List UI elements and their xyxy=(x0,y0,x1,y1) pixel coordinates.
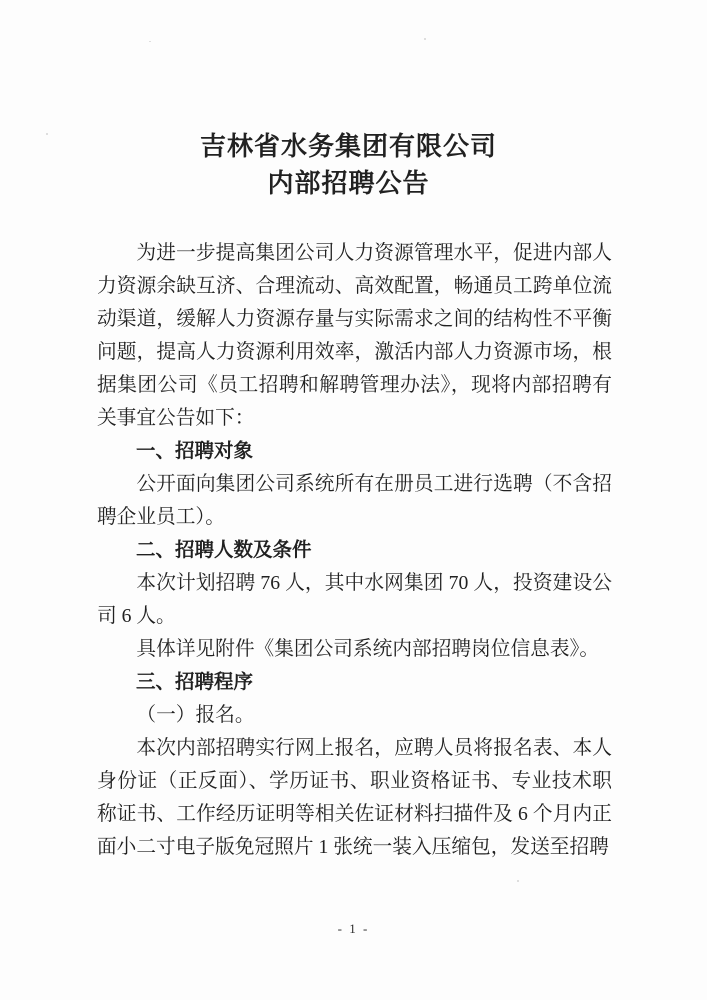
section-2-paragraph-1: 本次计划招聘 76 人，其中水网集团 70 人，投资建设公司 6 人。 xyxy=(97,572,612,627)
intro-paragraph: 为进一步提高集团公司人力资源管理水平，促进内部人力资源余缺互济、合理流动、高效配置，畅通员工跨单位流动渠道，缓解人力资源存量与实际需求之间的结构性不平衡问题，提高人力资源利用效率，激活内部人力资源市场，根据集团公司《员工招聘和解聘管理办法》，现将内部招聘有关事宜公告如下： xyxy=(97,242,612,429)
document-title-line-2: 内部招聘公告 xyxy=(267,169,430,198)
document-title xyxy=(91,128,606,202)
section-3-paragraph-1: 本次内部招聘实行网上报名，应聘人员将报名表、本人身份证（正反面）、学历证书、职业资格证书、专业技术职称证书、工作经历证明等相关佐证材料扫描件及 6 个月内正面小二寸电子版免冠照片 1 张统一装入压缩包，发送至招聘 xyxy=(97,737,612,858)
scan-noise-dot xyxy=(424,38,426,40)
section-1-heading: 一、招聘对象 xyxy=(136,440,254,462)
section-2-heading: 二、招聘人数及条件 xyxy=(136,539,312,561)
document-body xyxy=(97,237,612,864)
page-number: - 1 - xyxy=(337,921,370,936)
section-2-paragraph-2: 具体详见附件《集团公司系统内部招聘岗位信息表》。 xyxy=(136,638,600,660)
section-3-subheading: （一）报名。 xyxy=(136,704,255,726)
scan-noise-dot xyxy=(517,880,519,882)
scan-noise-dot xyxy=(46,133,48,135)
scan-noise-dot xyxy=(149,41,151,42)
document-title-line-1: 吉林省水务集团有限公司 xyxy=(199,132,497,161)
section-1-paragraph-1: 公开面向集团公司系统所有在册员工进行选聘（不含招聘企业员工）。 xyxy=(97,473,612,528)
section-3-heading: 三、招聘程序 xyxy=(136,671,254,693)
